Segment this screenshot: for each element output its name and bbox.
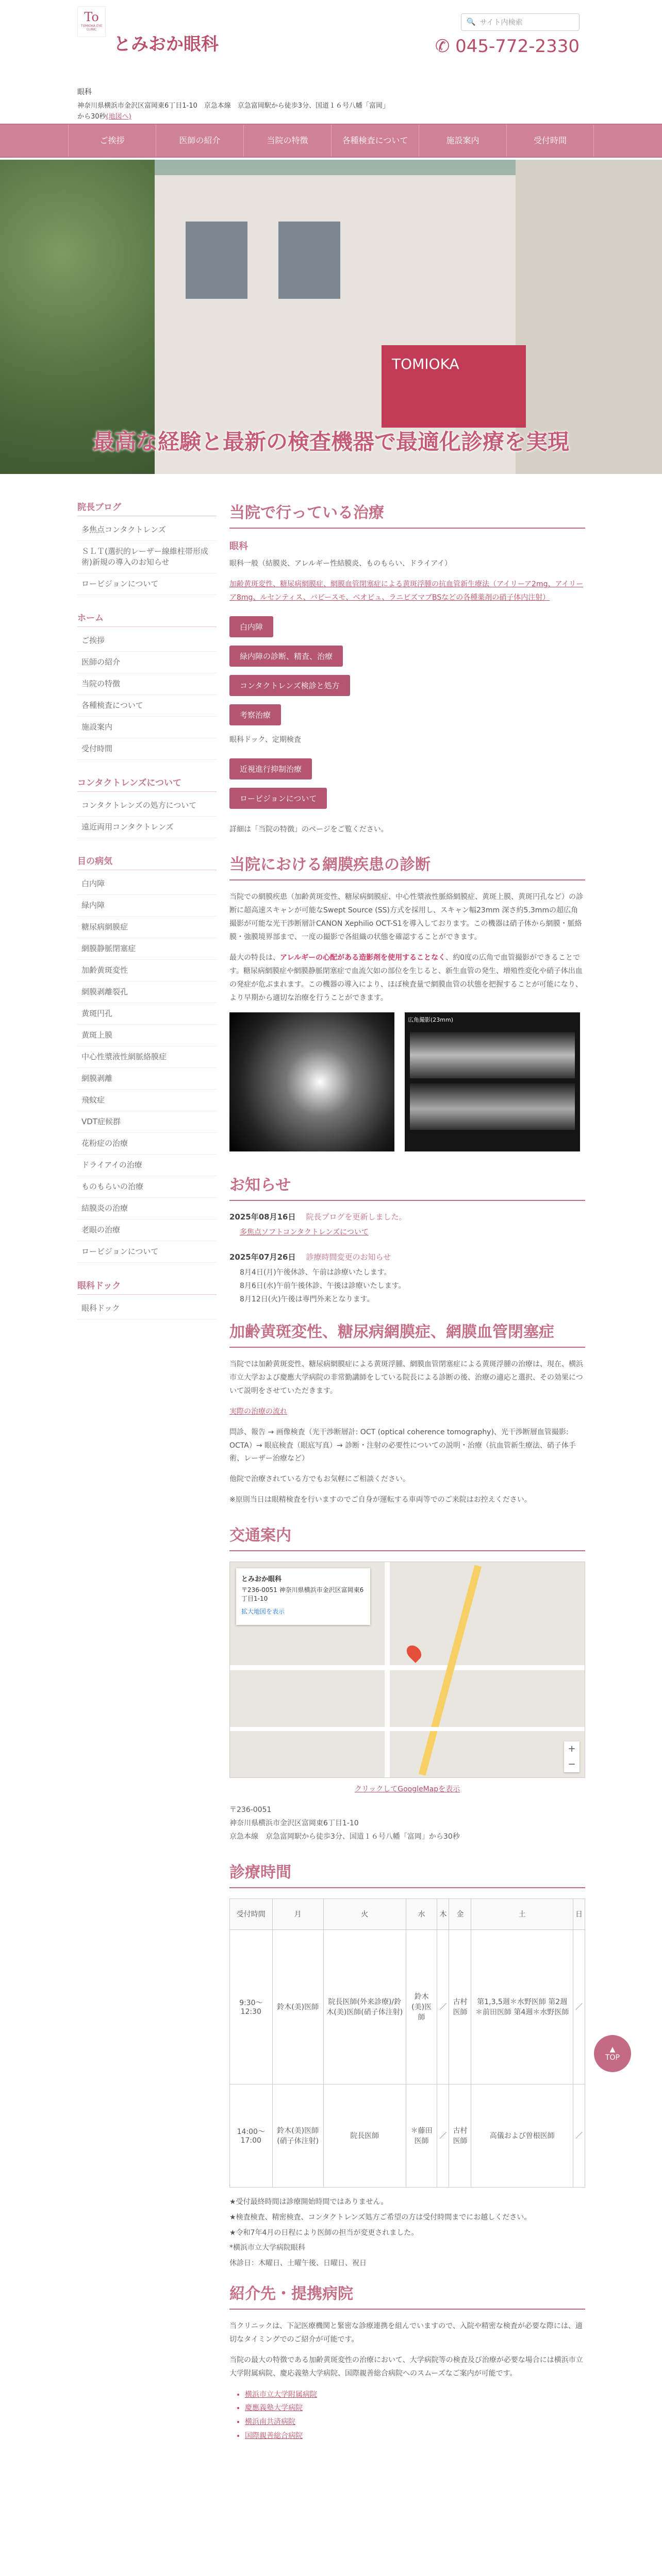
retina-highlight: アレルギーの心配がある造影剤を使用することなく bbox=[280, 954, 446, 962]
sidebar-item[interactable]: 糖尿病網膜症 bbox=[77, 917, 217, 938]
news-item bbox=[229, 1251, 585, 1307]
sidebar-item[interactable]: 黄斑上膜 bbox=[77, 1025, 217, 1046]
sidebar-cl-title: コンタクトレンズについて bbox=[77, 775, 217, 792]
map-link[interactable]: (地図へ) bbox=[106, 112, 131, 121]
treat-subheading: 眼科 bbox=[229, 541, 248, 552]
sidebar-cl-list bbox=[77, 795, 217, 838]
sidebar-item[interactable]: ご挨拶 bbox=[77, 630, 217, 652]
oct-image bbox=[405, 1012, 580, 1151]
hours-time: 14:00〜17:00 bbox=[230, 2084, 273, 2187]
sidebar-disease-title: 目の病気 bbox=[77, 854, 217, 870]
hours-cell: ／ bbox=[573, 1929, 585, 2084]
hours-cell: 高儀および曽根医師 bbox=[471, 2084, 573, 2187]
phone-icon: ✆ bbox=[435, 36, 450, 57]
hours-head-cell: 受付時間 bbox=[230, 1899, 273, 1929]
amd-text-1: 当院では加齢黄斑変性、糖尿病網膜症による黄斑浮腫、網膜血管閉塞症による黄斑浮腫の治療は、現在、横浜市立大学および慶應大学病院の非常勤講師をしている院長による診断の後、治療の適応と選択、その効果について説明をさせていただきます。 bbox=[229, 1360, 583, 1395]
back-to-top-button[interactable] bbox=[594, 2035, 631, 2072]
site-name-link[interactable]: とみおか眼科 bbox=[113, 34, 219, 55]
hours-cell: ／ bbox=[437, 2084, 449, 2187]
note-line: ★受付最終時間は診療開始時間ではありません。 bbox=[229, 2197, 388, 2206]
hours-notes bbox=[229, 2196, 585, 2256]
news-title[interactable]: 院長ブログを更新しました。 bbox=[306, 1212, 407, 1222]
retina-images bbox=[229, 1012, 585, 1162]
phone-number[interactable] bbox=[435, 36, 580, 57]
treat-general-text: 眼科一般（結膜炎、アレルギー性結膜炎、ものもらい、ドライアイ） bbox=[229, 560, 452, 568]
hero-window bbox=[278, 222, 340, 299]
referral-link[interactable]: • 横浜南共済病院 bbox=[245, 2415, 585, 2429]
sidebar-item[interactable]: ドライアイの治療 bbox=[77, 1155, 217, 1176]
map-zoom-control[interactable]: + − bbox=[564, 1741, 580, 1772]
hero-sign-text: TOMIOKA bbox=[392, 355, 459, 372]
nav-facility[interactable]: 施設案内 bbox=[419, 125, 506, 157]
referral-text-2: 当院の最大の特徴である加齢黄斑変性の治療において、大学病院等の検査及び治療が必要な場合には横浜市立大学附属病院、慶応義塾大学病院、国際親善総合病院へのスムーズなご案内が可能です。 bbox=[229, 2355, 583, 2378]
amd-text-4: ※原則当日は眼精検査を行いますのでご自身が運転する車両等でのご来院はお控えください。 bbox=[229, 1496, 532, 1504]
nav-exams[interactable]: 各種検査について bbox=[331, 125, 419, 157]
hours-head-cell: 木 bbox=[437, 1899, 449, 1929]
note-line: *横浜市立大学病院眼科 bbox=[229, 2244, 305, 2252]
button-cataract[interactable]: 白内障 bbox=[229, 616, 273, 637]
map-card-title: とみおか眼科 bbox=[241, 1575, 282, 1584]
hours-head-cell: 金 bbox=[449, 1899, 471, 1929]
hero-caption: 最高な経験と最新の検査機器で最適化診療を実現 bbox=[92, 429, 569, 454]
access-postal: 〒236-0051 bbox=[229, 1806, 272, 1815]
clinic-logo[interactable] bbox=[77, 6, 106, 37]
treat-injection-link[interactable]: 加齢黄斑変性、糖尿病網膜症、網膜血管閉塞症による黄斑浮腫の抗血管新生療法（アイリーア2mg、アイリーア8mg、ルセンティス、バビースモ、ベオビュ、ラニビズマブBSなどの各種薬剤の硝子体内注射） bbox=[229, 580, 584, 602]
hours-heading: 診療時間 bbox=[229, 1859, 585, 1888]
news-date: 2025年08月16日 bbox=[229, 1212, 296, 1222]
map-road bbox=[385, 1562, 390, 1778]
google-map[interactable] bbox=[229, 1562, 585, 1778]
sidebar-dock-title: 眼科ドック bbox=[77, 1278, 217, 1295]
sidebar-item[interactable]: 受付時間 bbox=[77, 738, 217, 760]
hours-table bbox=[229, 1899, 585, 2188]
amd-heading: 加齢黄斑変性、糖尿病網膜症、網膜血管閉塞症 bbox=[229, 1319, 585, 1348]
access-heading: 交通案内 bbox=[229, 1522, 585, 1551]
button-contact[interactable]: コンタクトレンズ検診と処方 bbox=[229, 675, 350, 696]
sidebar-item[interactable]: 網膜剥離 bbox=[77, 1068, 217, 1090]
map-highway bbox=[419, 1565, 482, 1776]
sidebar-item[interactable]: 中心性漿液性網脈絡膜症 bbox=[77, 1046, 217, 1068]
sidebar bbox=[77, 500, 217, 1319]
news-body[interactable]: 多焦点ソフトコンタクトレンズについて bbox=[240, 1228, 369, 1236]
access-address: 神奈川県横浜市金沢区富岡東6丁目1-10 bbox=[229, 1819, 359, 1827]
sidebar-item[interactable]: 緑内障 bbox=[77, 895, 217, 917]
button-glaucoma[interactable]: 緑内障の診断、精査、治療 bbox=[229, 646, 343, 667]
hours-cell: 古村医師 bbox=[449, 2084, 471, 2187]
sidebar-item[interactable]: 網膜剥離裂孔 bbox=[77, 981, 217, 1003]
sidebar-home-title: ホーム bbox=[77, 611, 217, 627]
sidebar-item[interactable]: 多焦点コンタクトレンズ bbox=[77, 519, 217, 541]
sidebar-item[interactable]: 各種検査について bbox=[77, 695, 217, 717]
sidebar-item[interactable]: 加齢黄斑変性 bbox=[77, 960, 217, 981]
access-route: 京急本線 京急富岡駅から徒歩3分、国道１６号八幡「富岡」から30秒 bbox=[229, 1832, 460, 1841]
dock-text: 眼科ドック、定期検査 bbox=[229, 735, 301, 744]
hours-cell: ＊藤田医師 bbox=[406, 2084, 437, 2187]
hours-head-cell: 日 bbox=[573, 1899, 585, 1929]
amd-flow-link[interactable]: 実際の治療の流れ bbox=[229, 1407, 287, 1416]
referral-list bbox=[245, 2388, 585, 2443]
sidebar-item[interactable]: ロービジョンについて bbox=[77, 1241, 217, 1263]
logo-mark: To bbox=[84, 10, 99, 24]
fundus-image bbox=[229, 1012, 394, 1151]
hours-time: 9:30〜12:30 bbox=[230, 1929, 273, 2084]
oct-scan-2 bbox=[410, 1083, 575, 1130]
sidebar-item[interactable]: ＳＬＴ(選択的レーザー線維柱帯形成術)新規の導入のお知らせ bbox=[77, 541, 217, 573]
hours-head-cell: 土 bbox=[471, 1899, 573, 1929]
referral-link[interactable]: • 慶應義塾大学病院 bbox=[245, 2401, 585, 2415]
sidebar-item[interactable]: 老眼の治療 bbox=[77, 1219, 217, 1241]
sidebar-item[interactable]: コンタクトレンズの処方について bbox=[77, 795, 217, 817]
map-road bbox=[230, 1727, 585, 1731]
sidebar-item[interactable]: 花粉症の治療 bbox=[77, 1133, 217, 1155]
button-myopia[interactable]: 近視進行抑制治療 bbox=[229, 758, 312, 779]
hours-cell: ／ bbox=[573, 2084, 585, 2187]
site-header bbox=[0, 0, 662, 77]
address-text: 神奈川県横浜市金沢区富岡東6丁目1-10 京急本線 京急富岡駅から徒歩3分、国道１６号八幡「富岡」から30秒 bbox=[77, 102, 386, 121]
nav-features[interactable]: 当院の特徴 bbox=[243, 125, 331, 157]
sidebar-item[interactable]: 結膜炎の治療 bbox=[77, 1198, 217, 1219]
hours-cell: 鈴木(美)医師 bbox=[406, 1929, 437, 2084]
address-label: 眼科 bbox=[77, 88, 92, 96]
map-road bbox=[230, 1665, 585, 1670]
referral-link[interactable]: • 国際親善総合病院 bbox=[245, 2429, 585, 2443]
referral-heading: 紹介先・提携病院 bbox=[229, 2281, 585, 2310]
sidebar-item[interactable]: 網膜静脈閉塞症 bbox=[77, 938, 217, 960]
phone-text: 045-772-2330 bbox=[455, 36, 580, 57]
news-heading: お知らせ bbox=[229, 1172, 585, 1201]
hours-row bbox=[230, 1929, 585, 2084]
hours-cell: ／ bbox=[437, 1929, 449, 2084]
search-icon: 🔍 bbox=[467, 18, 476, 26]
retina-heading: 当院における網膜疾患の診断 bbox=[229, 852, 585, 880]
arrow-up-icon: ▲ bbox=[609, 2045, 616, 2054]
retina-text-2a: 最大の特長は、 bbox=[229, 954, 280, 962]
map-info-card bbox=[236, 1568, 370, 1625]
hero-clinic-sign bbox=[382, 345, 526, 428]
hours-cell: 鈴木(美)医師 bbox=[272, 1929, 323, 2084]
amd-text-2: 問診、報告 → 画像検査（光干渉断層計: OCT (optical coherence tomography)、光干渉断層血管撮影: OCTA）→ 眼底検査（眼底写真）→ 診断・注射の必要性についての説明・治療（抗血管新生療法、硝子体手術、レーザー治療など） bbox=[229, 1428, 576, 1463]
detail-text: 詳細は「当院の特徴」のページをご覧ください。 bbox=[229, 825, 388, 834]
map-pin-icon[interactable] bbox=[404, 1642, 424, 1663]
search-placeholder: サイト内検索 bbox=[479, 19, 523, 27]
sidebar-item[interactable]: ものもらいの治療 bbox=[77, 1176, 217, 1198]
nav-greeting[interactable]: ご挨拶 bbox=[68, 125, 156, 157]
back-to-top-label: TOP bbox=[605, 2054, 620, 2062]
map-open-link[interactable]: クリックしてGoogleMapを表示 bbox=[354, 1785, 460, 1794]
sidebar-item[interactable]: 遠近両用コンタクトレンズ bbox=[77, 817, 217, 838]
sidebar-blog-list bbox=[77, 519, 217, 595]
sidebar-item[interactable]: 施設案内 bbox=[77, 717, 217, 738]
sidebar-item[interactable]: 白内障 bbox=[77, 873, 217, 895]
button-lowvision[interactable]: ロービジョンについて bbox=[229, 788, 327, 809]
hours-cell: 古村医師 bbox=[449, 1929, 471, 2084]
news-body: 8月4日(月)午後休診、午前は診療いたします。 8月6日(水)午前午後休診、午後は診療いたします。 8月12日(火)午後は専門外来となります。 bbox=[240, 1268, 406, 1304]
sidebar-item[interactable]: 眼科ドック bbox=[77, 1298, 217, 1319]
hours-row bbox=[230, 2084, 585, 2187]
sidebar-disease-list bbox=[77, 873, 217, 1263]
sidebar-dock-list bbox=[77, 1298, 217, 1319]
hero-image bbox=[0, 160, 662, 474]
referral-text-1: 当クリニックは、下記医療機関と緊密な診療連携を組んでいますので、入院や精密な検査が必要な際には、適切なタイミングでのご紹介が可能です。 bbox=[229, 2322, 583, 2344]
search-box[interactable] bbox=[461, 13, 580, 31]
treat-heading: 当院で行っている治療 bbox=[229, 500, 585, 529]
header-address bbox=[77, 101, 387, 123]
nav-doctors[interactable]: 医師の紹介 bbox=[156, 125, 243, 157]
sidebar-item[interactable]: 飛蚊症 bbox=[77, 1090, 217, 1111]
sidebar-item[interactable]: ロービジョンについて bbox=[77, 573, 217, 595]
closed-days: 休診日：木曜日、土曜午後、日曜日、祝日 bbox=[229, 2259, 367, 2268]
hours-cell: 鈴木(美)医師(硝子体注射) bbox=[272, 2084, 323, 2187]
news-item bbox=[229, 1211, 585, 1240]
map-card-address: 〒236-0051 神奈川県横浜市金沢区富岡東6丁目1-10 bbox=[241, 1586, 364, 1603]
referral-link[interactable]: • 横浜市立大学附属病院 bbox=[245, 2388, 585, 2402]
sidebar-item[interactable]: 当院の特徴 bbox=[77, 673, 217, 695]
retina-text-1: 当院での網膜疾患（加齢黄斑変性、糖尿病網膜症、中心性漿液性脈絡網膜症、黄斑上膜、黄斑円孔など）の診断に超高速スキャンが可能なSwept Source (SS)方式を採用し、スキャン幅23mm 深さ約5.3mmの超広角撮影が可能な光干渉断層計CANON Xephilio OCT-S1を導入しております。この機器は硝子体から網膜・脈絡膜・強膜境界部まで、一度の撮影で各組織の状態を確認することができます。 bbox=[229, 893, 583, 942]
main-content bbox=[229, 500, 585, 2443]
hours-cell: 院長医師 bbox=[323, 2084, 406, 2187]
nav-hours[interactable]: 受付時間 bbox=[506, 125, 594, 157]
news-date: 2025年07月26日 bbox=[229, 1252, 296, 1262]
logo-small-text: TOMIOKA EYE CLINIC bbox=[80, 24, 103, 31]
hours-head-cell: 火 bbox=[323, 1899, 406, 1929]
sidebar-item[interactable]: VDT症候群 bbox=[77, 1111, 217, 1133]
retina-text-2b: 、約0度の広角で血管撮影ができることです。糖尿病網膜症や網膜静脈閉塞症で血流欠如の部位を生じると、新生血管の発生、増殖性変化や硝子体出血の発症が危ぶまれます。この機器の導入により、ほぼ検査量で網膜血管の状態を把握することが可能になり、より早期から適切な治療を行うことができます。 bbox=[229, 954, 583, 1002]
oct-scan-1 bbox=[410, 1032, 575, 1078]
hours-cell: 第1,3,5週＊水野医師 第2週＊前田医師 第4週＊水野医師 bbox=[471, 1929, 573, 2084]
retina-text-2 bbox=[229, 952, 585, 1005]
button-study[interactable]: 考察治療 bbox=[229, 704, 281, 725]
hours-head-cell: 月 bbox=[272, 1899, 323, 1929]
note-line: ★令和7年4月の日程により医師の担当が変更されました。 bbox=[229, 2228, 419, 2237]
sidebar-item[interactable]: 医師の紹介 bbox=[77, 652, 217, 673]
amd-text-3: 他院で治療されている方でもお気軽にご相談ください。 bbox=[229, 1475, 410, 1484]
sidebar-item[interactable]: 黄斑円孔 bbox=[77, 1003, 217, 1025]
note-line: ★検査検査、精密検査、コンタクトレンズ処方ご希望の方は受付時間までにお越しください。 bbox=[229, 2213, 532, 2222]
hours-head-cell: 水 bbox=[406, 1899, 437, 1929]
oct-label: 広角撮影(23mm) bbox=[408, 1016, 454, 1023]
hours-cell: 院長医師(外来診療)/鈴木(美)医師(硝子体注射) bbox=[323, 1929, 406, 2084]
map-card-link[interactable]: 拡大地図を表示 bbox=[241, 1608, 285, 1616]
treat-buttons bbox=[229, 612, 585, 730]
sidebar-home-list bbox=[77, 630, 217, 760]
sidebar-blog-title: 院長ブログ bbox=[77, 500, 217, 516]
news-title[interactable]: 診療時間変更のお知らせ bbox=[306, 1252, 391, 1262]
hero-window bbox=[186, 222, 247, 299]
hours-header-row bbox=[230, 1899, 585, 1929]
global-nav bbox=[0, 124, 662, 158]
